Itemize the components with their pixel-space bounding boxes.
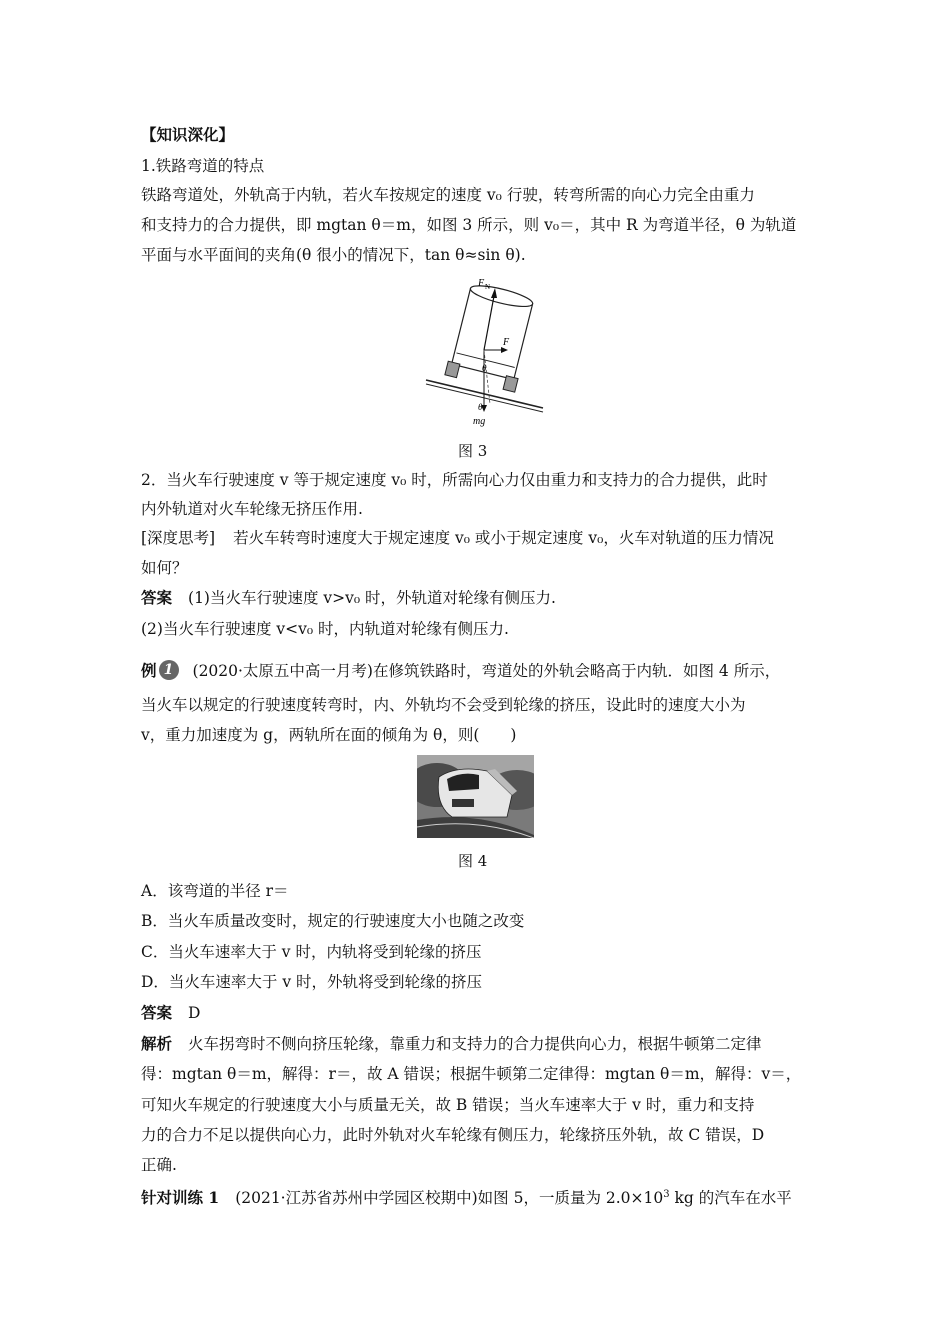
fig3-label-fn-sub: N: [485, 283, 491, 291]
figure-3-caption: 图 3: [458, 442, 488, 460]
training-text-end: kg 的汽车在水平: [669, 1189, 792, 1208]
answer-2-line: [141, 1002, 200, 1024]
point-1-title: 1.铁路弯道的特点: [141, 157, 265, 175]
option-b: B．当火车质量改变时，规定的行驶速度大小也随之改变: [141, 912, 525, 930]
paragraph-line: 正确.: [141, 1156, 177, 1174]
analysis-text: 火车拐弯时不侧向挤压轮缘，靠重力和支持力的合力提供向心力，根据牛顿第二定律: [188, 1035, 762, 1053]
paragraph-line: 力的合力不足以提供向心力，此时外轨对火车轮缘有侧压力，轮缘挤压外轨，故 C 错误，D: [141, 1126, 765, 1144]
example-1-line: [141, 660, 780, 682]
fig3-label-fn: F: [478, 278, 485, 289]
example-number-badge: 1: [159, 660, 179, 680]
paragraph-line: (2)当火车行驶速度 v<v₀ 时，内轨道对轮缘有侧压力.: [141, 620, 509, 638]
training-text: (2021·江苏省苏州中学园区校期中)如图 5，一质量为 2.0×10: [235, 1189, 664, 1208]
option-c: C．当火车速率大于 v 时，内轨将受到轮缘的挤压: [141, 943, 482, 961]
normal-force-arrow: [484, 296, 494, 350]
paragraph-line: v，重力加速度为 g，两轨所在面的倾角为 θ，则( ): [141, 726, 517, 744]
deep-thinking-line: [141, 527, 774, 549]
section-title: 【知识深化】: [141, 125, 235, 144]
training-exponent: 3: [663, 1189, 670, 1200]
paragraph-line: 得：mgtan θ＝m，解得：r＝，故 A 错误；根据牛顿第二定律得：mgtan θ＝m，解得：v＝，: [141, 1065, 802, 1083]
example-text: (2020·太原五中高一月考)在修筑铁路时，弯道处的外轨会略高于内轨．如图 4 所示，: [192, 662, 781, 680]
answer-1-line: [141, 587, 556, 609]
option-d: D．当火车速率大于 v 时，外轨将受到轮缘的挤压: [141, 973, 483, 991]
fig3-label-f: F: [503, 337, 510, 348]
answer-text: (1)当火车行驶速度 v>v₀ 时，外轨道对轮缘有侧压力.: [188, 589, 556, 607]
figure-4-caption: 图 4: [458, 852, 488, 870]
answer-label: 答案: [141, 1003, 173, 1022]
paragraph-line: 铁路弯道处，外轨高于内轨，若火车按规定的速度 v₀ 行驶，转弯所需的向心力完全由重力: [141, 186, 755, 204]
answer-value: D: [188, 1004, 201, 1022]
fig3-label-theta-bottom: θ: [478, 402, 483, 412]
analysis-label: 解析: [141, 1034, 173, 1053]
paragraph-line: 平面与水平面间的夹角(θ 很小的情况下，tan θ≈sin θ).: [141, 246, 526, 264]
paragraph-line: 可知火车规定的行驶速度大小与质量无关，故 B 错误；当火车速率大于 v 时，重力和支持: [141, 1096, 755, 1114]
figure-4-photo: [417, 755, 534, 838]
option-a: A．该弯道的半径 r＝: [141, 882, 289, 900]
fig3-label-mg: mg: [473, 416, 486, 427]
paragraph-line: 如何？: [141, 559, 188, 577]
training-1-line: [141, 1184, 792, 1209]
analysis-line: [141, 1033, 762, 1055]
deep-thinking-label: [深度思考]: [141, 529, 216, 547]
fig3-label-theta-top: θ: [482, 363, 487, 373]
training-label: 针对训练 1: [141, 1188, 220, 1208]
paragraph-line: 当火车以规定的行驶速度转弯时，内、外轨均不会受到轮缘的挤压，设此时的速度大小为: [141, 696, 746, 714]
figure-3-diagram: [418, 274, 548, 429]
example-label: 例: [141, 661, 157, 680]
answer-label: 答案: [141, 588, 173, 607]
paragraph-line: 内外轨道对火车轮缘无挤压作用.: [141, 500, 363, 518]
paragraph-line: 和支持力的合力提供，即 mgtan θ＝m，如图 3 所示，则 v₀＝，其中 R 为弯道半径，θ 为轨道: [141, 216, 797, 234]
paragraph-line: 2．当火车行驶速度 v 等于规定速度 v₀ 时，所需向心力仅由重力和支持力的合力提供，此时: [141, 471, 768, 489]
deep-thinking-text: 若火车转弯时速度大于规定速度 v₀ 或小于规定速度 v₀，火车对轨道的压力情况: [233, 529, 774, 547]
